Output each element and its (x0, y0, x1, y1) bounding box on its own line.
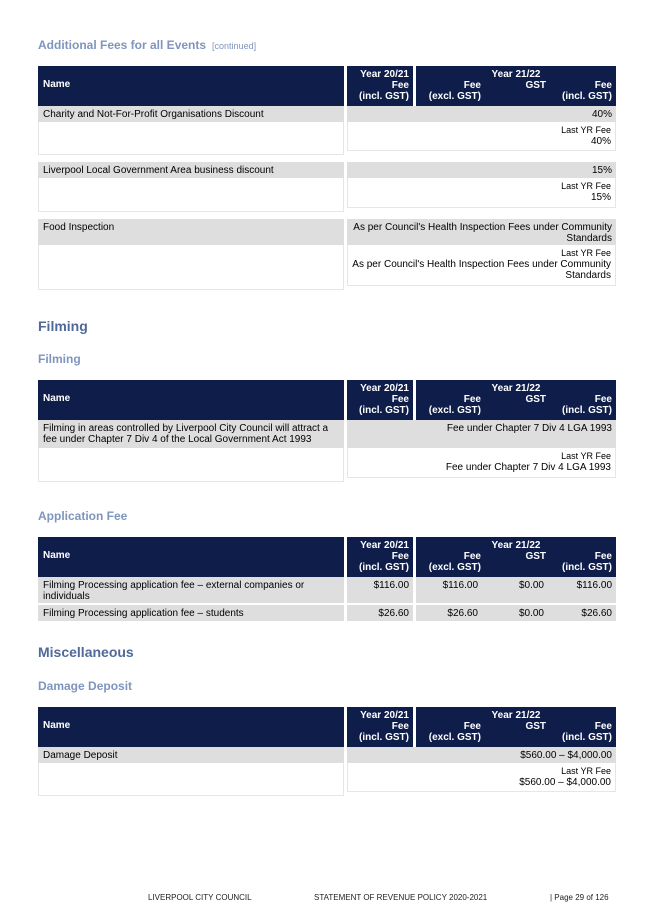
footer-page: | Page 29 of 126 (550, 893, 609, 902)
header-name: Name (38, 380, 344, 421)
cell-incl: $116.00 (548, 577, 616, 603)
table-row-name: Liverpool Local Government Area business discount (38, 162, 344, 178)
header-prev-year: Year 20/21 Fee (incl. GST) (347, 537, 413, 578)
fees-table-header (38, 380, 616, 421)
fees-table-header (38, 707, 616, 748)
table-row-name: Damage Deposit (38, 747, 344, 763)
section-title-misc: Miscellaneous (38, 644, 134, 660)
fees-table-header (38, 537, 616, 578)
cell-gst: $0.00 (482, 605, 548, 621)
subsection-title-filming: Filming (38, 352, 81, 366)
cell-incl: $26.60 (548, 605, 616, 621)
section-heading (38, 38, 256, 52)
cell-excl: $116.00 (416, 577, 482, 603)
header-prev-year: Year 20/21 Fee (incl. GST) (347, 66, 413, 107)
row-spacer (38, 763, 344, 796)
cell-prev: $116.00 (347, 577, 413, 603)
row-spacer (38, 448, 344, 482)
last-year-fee: Last YR Fee 15% (347, 178, 616, 208)
fees-table-header (38, 66, 616, 107)
last-year-fee: Last YR Fee Fee under Chapter 7 Div 4 LGA 1993 (347, 448, 616, 478)
header-name: Name (38, 537, 344, 578)
cell-prev: $26.60 (347, 605, 413, 621)
table-row-name: Charity and Not-For-Profit Organisations Discount (38, 106, 344, 122)
section-title-filming: Filming (38, 318, 88, 334)
footer-org: LIVERPOOL CITY COUNCIL (148, 893, 252, 902)
cell-excl: $26.60 (416, 605, 482, 621)
section-title: Additional Fees for all Events (38, 38, 207, 52)
row-spacer (38, 178, 344, 212)
table-row-name: Filming Processing application fee – external companies or individuals (38, 577, 344, 603)
continued-label: [continued] (212, 41, 257, 51)
header-name: Name (38, 66, 344, 107)
header-current-year: Year 21/22 Fee (excl. GST) GST Fee (incl. GST) (416, 537, 616, 578)
footer-doc: STATEMENT OF REVENUE POLICY 2020-2021 (314, 893, 488, 902)
row-spacer (38, 122, 344, 155)
row-spacer (38, 245, 344, 290)
table-row-value: 40% (347, 106, 616, 122)
subsection-title-damage: Damage Deposit (38, 679, 133, 693)
last-year-fee: Last YR Fee $560.00 – $4,000.00 (347, 763, 616, 792)
header-prev-year: Year 20/21 Fee (incl. GST) (347, 380, 413, 421)
table-row-name: Filming in areas controlled by Liverpool City Council will attract a fee under Chapter 7 Div 4 of the Local Government Act 1993 (38, 420, 344, 448)
last-year-fee: Last YR Fee As per Council's Health Inspection Fees under Community Standards (347, 245, 616, 286)
cell-gst: $0.00 (482, 577, 548, 603)
header-current-year: Year 21/22 Fee (excl. GST) GST Fee (incl. GST) (416, 707, 616, 748)
last-year-fee: Last YR Fee 40% (347, 122, 616, 151)
table-row-name: Food Inspection (38, 219, 344, 245)
header-current-year: Year 21/22 Fee (excl. GST) GST Fee (incl. GST) (416, 66, 616, 107)
table-row-name: Filming Processing application fee – students (38, 605, 344, 621)
header-current-year: Year 21/22 Fee (excl. GST) GST Fee (incl. GST) (416, 380, 616, 421)
table-row-value: As per Council's Health Inspection Fees under Community Standards (347, 219, 616, 245)
header-name: Name (38, 707, 344, 748)
header-prev-year: Year 20/21 Fee (incl. GST) (347, 707, 413, 748)
subsection-title-application: Application Fee (38, 509, 128, 523)
table-row-value: 15% (347, 162, 616, 178)
table-row-value: Fee under Chapter 7 Div 4 LGA 1993 (347, 420, 616, 448)
table-row-value: $560.00 – $4,000.00 (347, 747, 616, 763)
